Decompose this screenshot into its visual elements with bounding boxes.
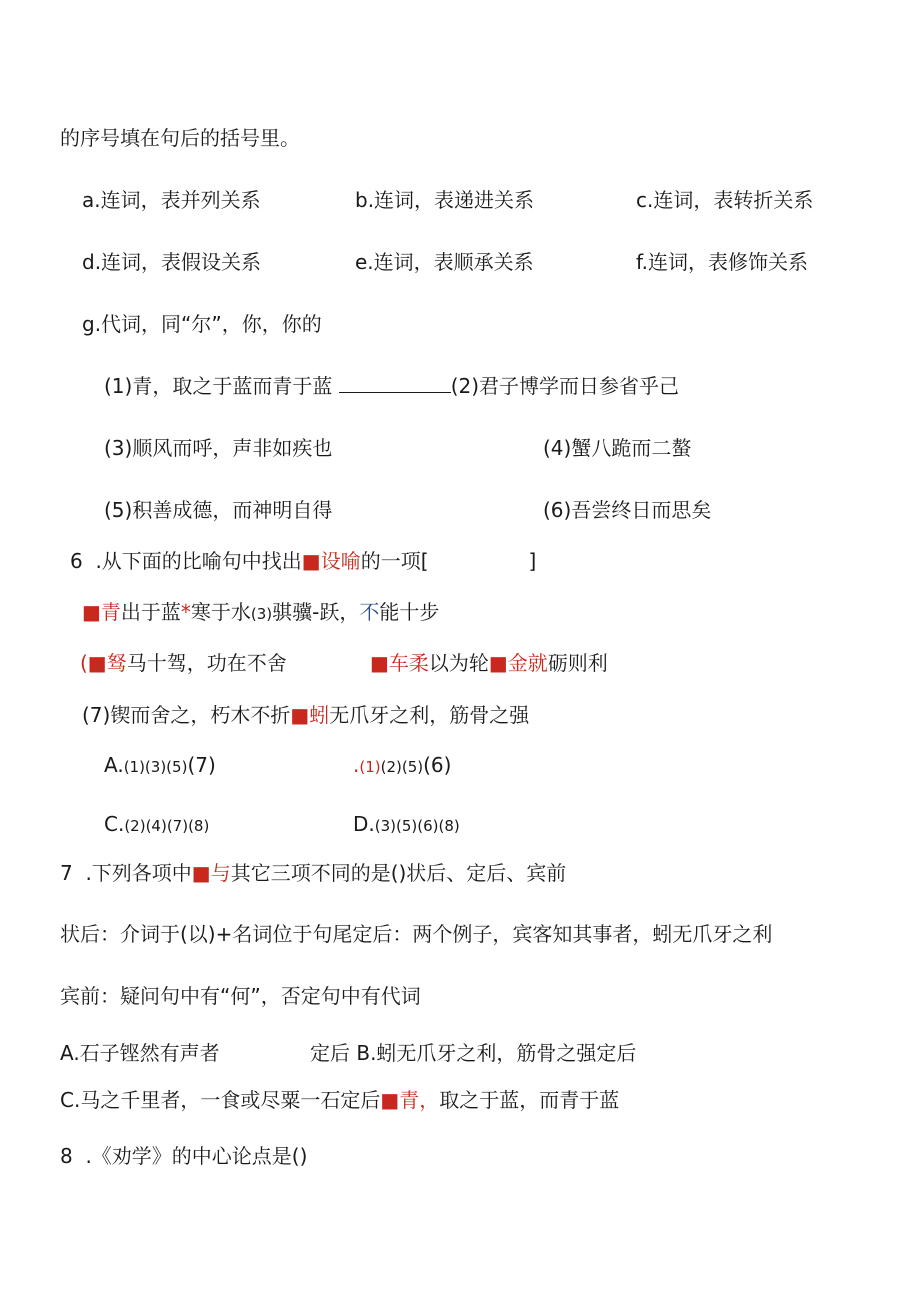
q6-l3-marked: ■蚓 — [290, 703, 330, 727]
option-e: e.连词，表顺承关系 — [355, 250, 534, 274]
q6-stem-text: 6 .从下面的比喻句中找出 — [70, 549, 302, 573]
q6-option-b-mark: . — [353, 753, 360, 777]
q6-l2-text-3: 砺则利 — [547, 651, 608, 675]
q5-sentence-2: (2)君子博学而日参省乎己 — [450, 374, 680, 398]
q6-option-c — [104, 814, 209, 834]
q6-option-c-nums: (2)(4)(7)(8) — [124, 817, 210, 835]
q6-option-c-letter: C. — [104, 812, 125, 836]
q5-sentence-5: (5)积善成德，而神明自得 — [104, 498, 333, 522]
q6-l1-number: (3) — [250, 605, 273, 623]
option-a: a.连词，表并列关系 — [82, 188, 261, 212]
option-c: c.连词，表转折关系 — [636, 188, 814, 212]
q5-sentence-1-row — [104, 376, 679, 396]
option-d: d.连词，表假设关系 — [82, 250, 262, 274]
q7-option-d: 取之于蓝，而青于蓝 — [439, 1088, 620, 1112]
q6-option-a-last: (7) — [187, 753, 216, 777]
q6-stem-marked: ■设喻 — [301, 549, 361, 573]
q6-l2-text-2: 以为轮 — [428, 651, 489, 675]
q6-l1-text-4: 能十步 — [379, 600, 440, 624]
q6-l2-marked-2: ■车柔 — [370, 651, 429, 675]
q7-option-d-marked: ■青， — [380, 1088, 440, 1112]
q6-l2-marked: (■驽 — [80, 651, 127, 675]
q6-option-a-letter: A. — [104, 753, 124, 777]
q6-line-1 — [82, 602, 439, 622]
q6-l3-text-2: 无爪牙之利，筋骨之强 — [329, 703, 530, 727]
q6-l1-text-2: 寒于水 — [190, 600, 251, 624]
q7-stem-text-2: 其它三项不同的是()状后、定后、宾前 — [230, 861, 567, 885]
answer-blank[interactable] — [339, 376, 451, 393]
q6-line-2a — [80, 653, 287, 673]
q6-option-d-nums: (3)(5)(6)(8) — [374, 817, 460, 835]
q5-sentence-3: (3)顺风而呼，声非如疾也 — [104, 436, 333, 460]
q6-stem — [70, 551, 536, 571]
q6-l1-text: 出于蓝 — [120, 600, 181, 624]
q6-l1-text-3: 骐骥-跃， — [272, 600, 360, 624]
q7-stem — [60, 863, 566, 883]
q6-option-b-nums: (2)(5) — [380, 758, 424, 776]
q8-stem: 8 .《劝学》的中心论点是() — [60, 1144, 308, 1168]
q6-option-d-letter: D. — [353, 812, 375, 836]
q7-stem-marked: ■与 — [191, 861, 231, 885]
option-g: g.代词，同“尔”，你，你的 — [82, 312, 322, 336]
q7-stem-text: 7 .下列各项中 — [60, 861, 192, 885]
q6-option-b — [353, 755, 451, 775]
intro-line: 的序号填在句后的括号里。 — [60, 126, 300, 150]
q6-l2-marked-3: ■金就 — [488, 651, 548, 675]
q7-option-a: A.石子铿然有声者 — [60, 1041, 220, 1065]
q5-sentence-4: (4)蟹八跪而二螯 — [543, 436, 692, 460]
option-b: b.连词，表递进关系 — [355, 188, 535, 212]
q6-option-d — [353, 814, 460, 834]
q5-sentence-1: (1)青，取之于蓝而青于蓝 — [104, 374, 333, 398]
q6-l1-blue-char: 不 — [359, 600, 380, 624]
q6-option-b-last: (6) — [423, 753, 452, 777]
q6-l3-text: (7)锲而舍之，朽木不折 — [82, 703, 291, 727]
q6-stem-text-2: 的一项[ — [360, 549, 429, 573]
q5-sentence-6: (6)吾尝终日而思矣 — [543, 498, 712, 522]
q6-line-3 — [82, 705, 529, 725]
q6-option-a-nums: (1)(3)(5) — [123, 758, 188, 776]
q7-note-2: 宾前：疑问句中有“何”，否定句中有代词 — [60, 984, 421, 1008]
q7-option-cd — [60, 1090, 619, 1110]
q7-option-b: 定后 B.蚓无爪牙之利，筋骨之强定后 — [310, 1041, 637, 1065]
q7-note-1: 状后：介词于(以)+名词位于句尾定后：两个例子，宾客知其事者，蚓无爪牙之利 — [60, 922, 773, 946]
q6-l1-marked: ■青 — [82, 600, 121, 624]
q6-stem-close: ] — [528, 549, 537, 573]
q6-l1-star: * — [180, 600, 191, 624]
q7-option-c: C.马之千里者，一食或尽粟一石定后 — [60, 1088, 381, 1112]
option-f: f.连词，表修饰关系 — [636, 250, 808, 274]
q6-option-a — [104, 755, 216, 775]
q6-l2-text: 马十驾，功在不舍 — [126, 651, 287, 675]
q6-option-b-first: (1) — [359, 758, 381, 776]
q6-line-2b — [370, 653, 608, 673]
